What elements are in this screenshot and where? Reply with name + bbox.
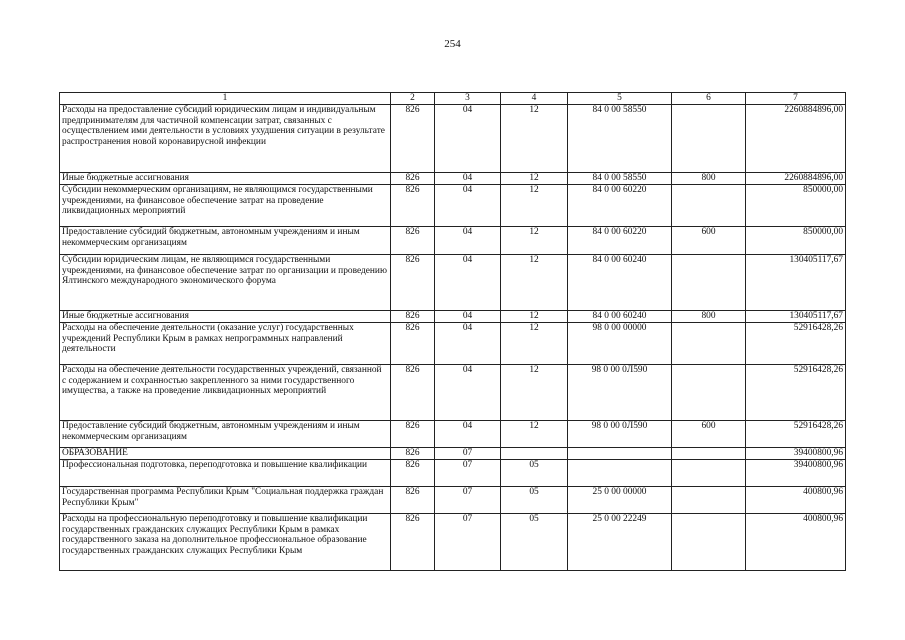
column-header: 1 xyxy=(60,93,391,105)
cell-name: Предоставление субсидий бюджетным, автономным учреждениям и иным некоммерческим организациям xyxy=(60,421,391,448)
cell-subsection: 12 xyxy=(501,105,568,173)
cell-subsection: 05 xyxy=(501,487,568,514)
cell-expense-type: 800 xyxy=(672,173,746,185)
cell-target-article: 98 0 00 00000 xyxy=(568,323,672,365)
cell-amount: 130405117,67 xyxy=(746,255,846,311)
cell-ministry-code: 826 xyxy=(391,227,435,255)
cell-amount: 2260884896,00 xyxy=(746,173,846,185)
cell-amount: 400800,96 xyxy=(746,487,846,514)
table-row xyxy=(60,255,846,311)
cell-name: Расходы на обеспечение деятельности государственных учреждений, связанной с содержанием и сохранностью закрепленного за ними государственного имущества, а также на проведение ликвидационных мероприятий xyxy=(60,365,391,421)
cell-section: 04 xyxy=(435,105,501,173)
table-body xyxy=(60,105,846,571)
cell-section: 04 xyxy=(435,421,501,448)
cell-ministry-code: 826 xyxy=(391,487,435,514)
cell-section: 04 xyxy=(435,255,501,311)
cell-section: 07 xyxy=(435,460,501,487)
table-row xyxy=(60,487,846,514)
cell-ministry-code: 826 xyxy=(391,365,435,421)
cell-section: 04 xyxy=(435,227,501,255)
cell-section: 04 xyxy=(435,311,501,323)
cell-subsection: 12 xyxy=(501,365,568,421)
cell-expense-type xyxy=(672,487,746,514)
cell-expense-type xyxy=(672,365,746,421)
cell-amount: 52916428,26 xyxy=(746,365,846,421)
cell-section: 04 xyxy=(435,365,501,421)
cell-ministry-code: 826 xyxy=(391,255,435,311)
table-row xyxy=(60,227,846,255)
cell-name: Профессиональная подготовка, переподготовка и повышение квалификации xyxy=(60,460,391,487)
table-row xyxy=(60,448,846,460)
cell-expense-type: 800 xyxy=(672,311,746,323)
cell-name: Субсидии юридическим лицам, не являющимся государственными учреждениями, на финансовое обеспечение затрат по организации и проведению Ялтинского международного экономического форума xyxy=(60,255,391,311)
cell-ministry-code: 826 xyxy=(391,448,435,460)
cell-target-article: 84 0 00 58550 xyxy=(568,173,672,185)
cell-name: Расходы на обеспечение деятельности (оказание услуг) государственных учреждений Республики Крым в рамках непрограммных направлений деятельности xyxy=(60,323,391,365)
table-row xyxy=(60,514,846,571)
table-row xyxy=(60,173,846,185)
cell-target-article: 25 0 00 00000 xyxy=(568,487,672,514)
column-header: 3 xyxy=(435,93,501,105)
table-row xyxy=(60,323,846,365)
cell-target-article: 84 0 00 58550 xyxy=(568,105,672,173)
cell-name: Субсидии некоммерческим организациям, не являющимся государственными учреждениями, на финансовое обеспечение затрат на проведение ликвидационных мероприятий xyxy=(60,185,391,227)
cell-amount: 850000,00 xyxy=(746,185,846,227)
cell-subsection: 05 xyxy=(501,514,568,571)
cell-name: Иные бюджетные ассигнования xyxy=(60,173,391,185)
cell-expense-type xyxy=(672,323,746,365)
table-row xyxy=(60,460,846,487)
cell-subsection: 12 xyxy=(501,255,568,311)
cell-expense-type xyxy=(672,105,746,173)
column-header: 5 xyxy=(568,93,672,105)
cell-section: 07 xyxy=(435,448,501,460)
cell-amount: 130405117,67 xyxy=(746,311,846,323)
cell-expense-type: 600 xyxy=(672,421,746,448)
cell-subsection xyxy=(501,448,568,460)
cell-ministry-code: 826 xyxy=(391,323,435,365)
cell-amount: 850000,00 xyxy=(746,227,846,255)
cell-subsection: 12 xyxy=(501,311,568,323)
cell-name: Государственная программа Республики Крым "Социальная поддержка граждан Республики Крым" xyxy=(60,487,391,514)
cell-ministry-code: 826 xyxy=(391,421,435,448)
cell-name: Предоставление субсидий бюджетным, автономным учреждениям и иным некоммерческим организациям xyxy=(60,227,391,255)
cell-target-article: 98 0 00 0Л590 xyxy=(568,365,672,421)
cell-amount: 39400800,96 xyxy=(746,448,846,460)
column-header: 4 xyxy=(501,93,568,105)
column-header: 6 xyxy=(672,93,746,105)
column-header: 2 xyxy=(391,93,435,105)
cell-ministry-code: 826 xyxy=(391,173,435,185)
cell-expense-type xyxy=(672,514,746,571)
cell-target-article: 84 0 00 60240 xyxy=(568,255,672,311)
cell-expense-type xyxy=(672,255,746,311)
cell-target-article: 84 0 00 60220 xyxy=(568,185,672,227)
cell-target-article xyxy=(568,448,672,460)
cell-section: 07 xyxy=(435,514,501,571)
table-row xyxy=(60,185,846,227)
cell-ministry-code: 826 xyxy=(391,514,435,571)
cell-ministry-code: 826 xyxy=(391,105,435,173)
cell-target-article: 25 0 00 22249 xyxy=(568,514,672,571)
cell-amount: 400800,96 xyxy=(746,514,846,571)
cell-target-article: 84 0 00 60240 xyxy=(568,311,672,323)
cell-section: 07 xyxy=(435,487,501,514)
cell-ministry-code: 826 xyxy=(391,185,435,227)
cell-subsection: 12 xyxy=(501,323,568,365)
table-row xyxy=(60,105,846,173)
cell-target-article: 84 0 00 60220 xyxy=(568,227,672,255)
cell-target-article xyxy=(568,460,672,487)
cell-subsection: 05 xyxy=(501,460,568,487)
cell-section: 04 xyxy=(435,323,501,365)
cell-amount: 52916428,26 xyxy=(746,421,846,448)
cell-target-article: 98 0 00 0Л590 xyxy=(568,421,672,448)
cell-name: Расходы на профессиональную переподготовку и повышение квалификации государственных гражданских служащих Республики Крым в рамках государственного заказа на дополнительное профессиональное образование государственных гражданских служащих Республики Крым xyxy=(60,514,391,571)
cell-expense-type xyxy=(672,448,746,460)
page-number: 254 xyxy=(444,38,461,50)
cell-amount: 2260884896,00 xyxy=(746,105,846,173)
cell-amount: 39400800,96 xyxy=(746,460,846,487)
header-row xyxy=(60,93,846,105)
cell-subsection: 12 xyxy=(501,421,568,448)
cell-ministry-code: 826 xyxy=(391,460,435,487)
cell-expense-type xyxy=(672,185,746,227)
cell-subsection: 12 xyxy=(501,173,568,185)
budget-table xyxy=(59,92,846,571)
cell-name: Расходы на предоставление субсидий юридическим лицам и индивидуальным предпринимателям для частичной компенсации затрат, связанных с осуществлением ими деятельности в условиях ухудшения ситуации в результате распространения новой коронавирусной инфекции xyxy=(60,105,391,173)
cell-section: 04 xyxy=(435,185,501,227)
cell-expense-type xyxy=(672,460,746,487)
cell-amount: 52916428,26 xyxy=(746,323,846,365)
cell-subsection: 12 xyxy=(501,227,568,255)
table-row xyxy=(60,421,846,448)
table-row xyxy=(60,311,846,323)
table-row xyxy=(60,365,846,421)
cell-name: Иные бюджетные ассигнования xyxy=(60,311,391,323)
cell-section: 04 xyxy=(435,173,501,185)
cell-ministry-code: 826 xyxy=(391,311,435,323)
cell-expense-type: 600 xyxy=(672,227,746,255)
cell-subsection: 12 xyxy=(501,185,568,227)
cell-name: ОБРАЗОВАНИЕ xyxy=(60,448,391,460)
column-header: 7 xyxy=(746,93,846,105)
